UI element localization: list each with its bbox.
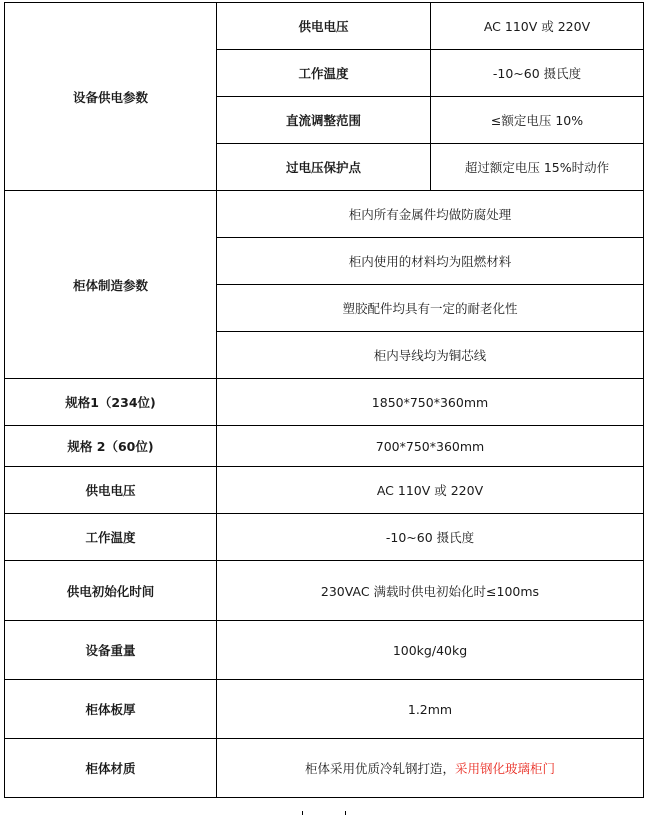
- spec-name: 柜体材质: [5, 739, 217, 798]
- param-value: ≤额定电压 10%: [431, 97, 644, 144]
- spec-name: 设备重量: [5, 621, 217, 680]
- cabinet-item: 柜内使用的材料均为阻燃材料: [217, 238, 644, 285]
- table-row: [5, 739, 644, 798]
- cabinet-item: 柜内导线均为铜芯线: [217, 332, 644, 379]
- divider: [302, 811, 346, 815]
- spec-value: 700*750*360mm: [217, 426, 644, 467]
- table-row: [5, 379, 644, 426]
- spec-value: 1850*750*360mm: [217, 379, 644, 426]
- table-row: [5, 680, 644, 739]
- cabinet-item: 塑胶配件均具有一定的耐老化性: [217, 285, 644, 332]
- param-name: 工作温度: [217, 50, 431, 97]
- table-row: [5, 621, 644, 680]
- spec-value: 230VAC 满载时供电初始化时≤100ms: [217, 561, 644, 621]
- cabinet-item: 柜内所有金属件均做防腐处理: [217, 191, 644, 238]
- table-row: [5, 3, 644, 50]
- spec-value: [217, 739, 644, 798]
- spec-value: 100kg/40kg: [217, 621, 644, 680]
- param-name: 过电压保护点: [217, 144, 431, 191]
- spec-name: 柜体板厚: [5, 680, 217, 739]
- table-row: [5, 191, 644, 238]
- spec-name: 供电初始化时间: [5, 561, 217, 621]
- spec-name: 规格 2（60位): [5, 426, 217, 467]
- spec-name: 规格1（234位): [5, 379, 217, 426]
- param-name: 直流调整范围: [217, 97, 431, 144]
- spec-value: 1.2mm: [217, 680, 644, 739]
- group-label-cabinet: 柜体制造参数: [5, 191, 217, 379]
- table-row: [5, 467, 644, 514]
- param-value: -10~60 摄氏度: [431, 50, 644, 97]
- group-label-supply: 设备供电参数: [5, 3, 217, 191]
- material-text: 柜体采用优质冷轧钢打造，: [304, 761, 455, 776]
- material-highlight: 采用钢化玻璃柜门: [455, 761, 556, 776]
- table-row: [5, 514, 644, 561]
- param-value: 超过额定电压 15%时动作: [431, 144, 644, 191]
- spec-table: [4, 2, 644, 798]
- spec-name: 工作温度: [5, 514, 217, 561]
- table-row: [5, 561, 644, 621]
- spec-value: -10~60 摄氏度: [217, 514, 644, 561]
- param-value: AC 110V 或 220V: [431, 3, 644, 50]
- spec-value: AC 110V 或 220V: [217, 467, 644, 514]
- param-name: 供电电压: [217, 3, 431, 50]
- table-row: [5, 426, 644, 467]
- spec-name: 供电电压: [5, 467, 217, 514]
